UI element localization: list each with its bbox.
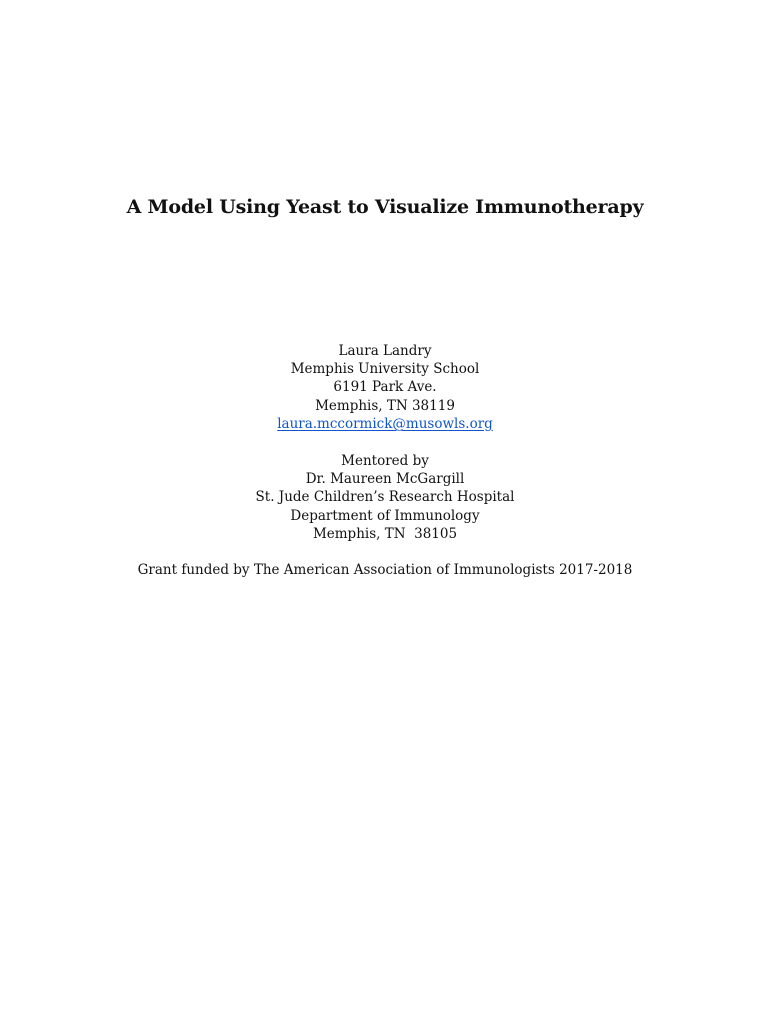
author-block [0, 342, 770, 433]
mentor-institution: St. Jude Children’s Research Hospital [255, 489, 515, 506]
author-school: Memphis University School [290, 361, 480, 378]
mentor-city: Memphis, TN 38105 [312, 525, 458, 542]
author-email-link[interactable]: laura.mccormick@musowls.org [277, 415, 493, 432]
author-street: 6191 Park Ave. [333, 379, 437, 396]
grant-text: Grant funded by The American Association of Immunologists 2017-2018 [137, 562, 633, 578]
author-city: Memphis, TN 38119 [315, 397, 455, 414]
author-name: Laura Landry [338, 343, 432, 359]
mentor-department: Department of Immunology [290, 507, 480, 524]
mentor-name: Dr. Maureen McGargill [305, 471, 465, 488]
document-title: A Model Using Yeast to Visualize Immunotherapy [126, 196, 644, 218]
mentor-block [0, 452, 770, 543]
mentor-intro: Mentored by [341, 453, 429, 469]
grant-note [0, 561, 770, 579]
